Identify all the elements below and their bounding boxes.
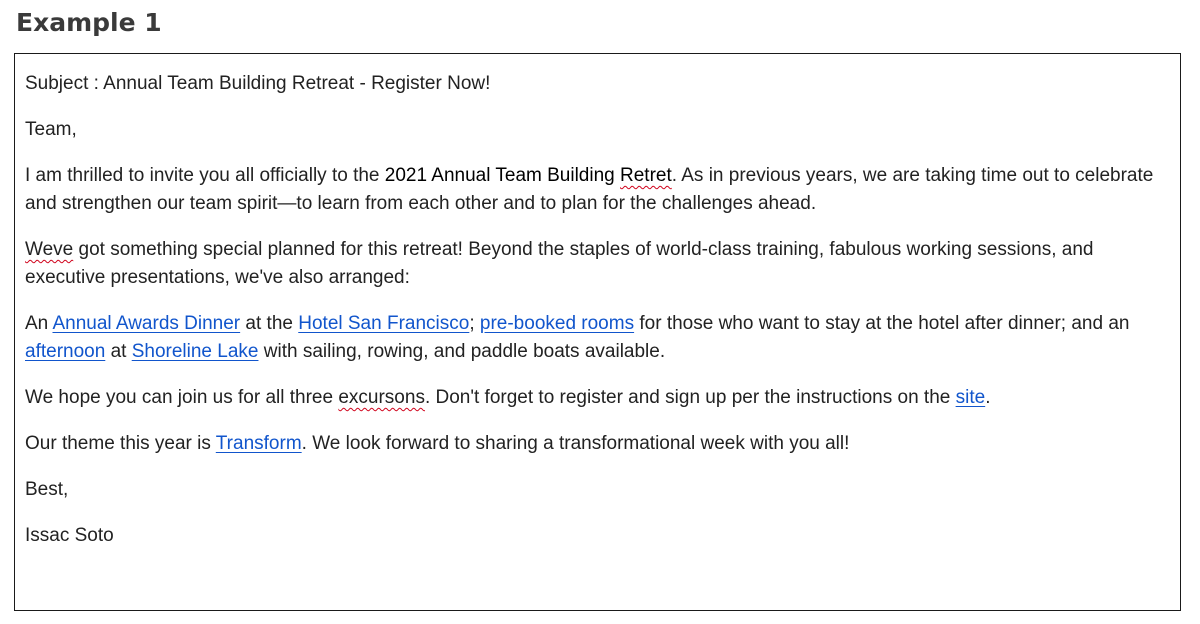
- text: I am thrilled to invite you all officially to the: [25, 165, 385, 186]
- email-greeting: Team,: [25, 119, 77, 140]
- link-hotel-san-francisco[interactable]: Hotel San Francisco: [298, 313, 470, 334]
- link-pre-booked-rooms[interactable]: pre-booked rooms: [479, 313, 635, 334]
- link-annual-awards-dinner[interactable]: Annual Awards Dinner: [52, 313, 241, 334]
- text: got something special planned for this retreat! Beyond the staples of world-class training, fabulous working sessions, and executive presentations, we've also arranged:: [25, 239, 1094, 288]
- email-closing: Best,: [25, 479, 69, 500]
- text: for those who want to stay at the hotel after dinner; and an: [634, 313, 1130, 334]
- paragraph-invitation: [25, 162, 1170, 218]
- paragraph-register: [25, 384, 1170, 412]
- email-signature: Issac Soto: [25, 525, 114, 546]
- misspelled-word-retret: Retret: [620, 165, 672, 186]
- email-body-box: [14, 53, 1181, 611]
- paragraph-events: [25, 310, 1170, 366]
- misspelled-word-weve: Weve: [25, 239, 74, 260]
- text: We hope you can join us for all three: [25, 387, 339, 408]
- text: . We look forward to sharing a transformational week with you all!: [301, 433, 850, 454]
- link-afternoon[interactable]: afternoon: [25, 341, 106, 362]
- misspelled-word-excursons: excursons: [338, 387, 425, 408]
- text: at: [105, 341, 132, 362]
- link-transform[interactable]: Transform: [215, 433, 302, 454]
- text: ;: [469, 313, 480, 334]
- text: at the: [240, 313, 299, 334]
- text: . As in previous years, we are taking time out to celebrate and strengthen our team spirit—to learn from each other and to plan for the challenges ahead.: [25, 165, 1154, 214]
- text: Our theme this year is: [25, 433, 216, 454]
- link-site[interactable]: site: [955, 387, 986, 408]
- link-shoreline-lake[interactable]: Shoreline Lake: [131, 341, 259, 362]
- paragraph-plans: [25, 236, 1170, 292]
- example-heading: Example 1: [16, 8, 162, 37]
- event-name: 2021 Annual Team Building: [384, 165, 620, 186]
- text: .: [985, 387, 991, 408]
- paragraph-theme: [25, 430, 1170, 458]
- email-subject: Subject : Annual Team Building Retreat - Register Now!: [25, 73, 491, 94]
- text: . Don't forget to register and sign up per the instructions on the: [424, 387, 956, 408]
- text: with sailing, rowing, and paddle boats available.: [258, 341, 666, 362]
- text: An: [25, 313, 53, 334]
